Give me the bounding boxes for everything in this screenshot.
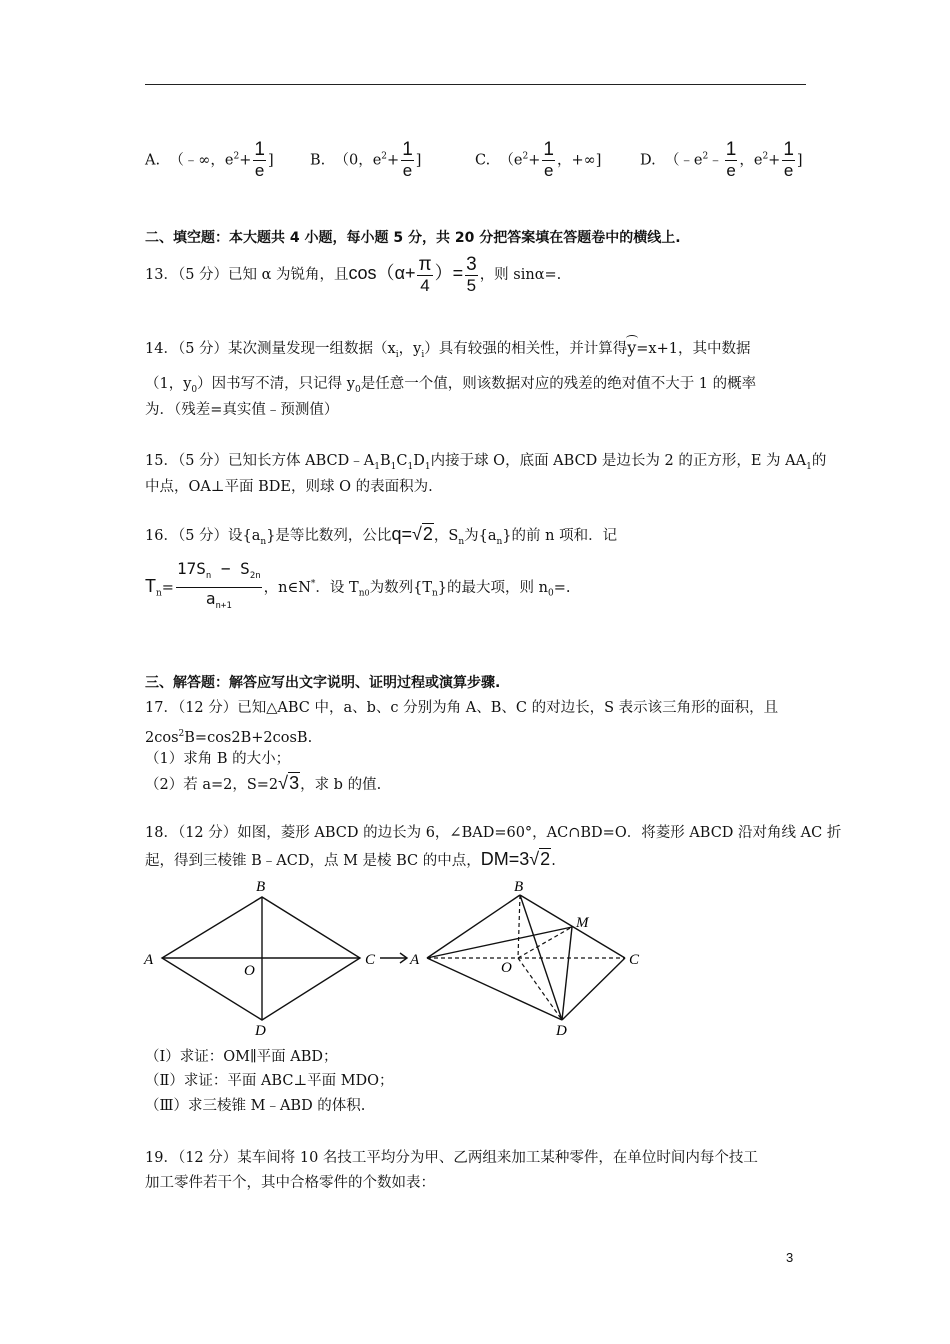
label-a-left: A bbox=[144, 952, 154, 968]
fraction: $\frac{1}{e}$ bbox=[254, 139, 265, 180]
fraction-3-5: $\frac{3}{5}$ bbox=[466, 253, 477, 295]
question-14-line-1: 14．（5 分）某次测量发现一组数据（$x_i$，$y_i$）具有较强的相关性，并计算得y=x+1，其中数据 bbox=[145, 338, 751, 360]
question-18-line-1: 18．（12 分）如图，菱形 ABCD 的边长为 6，∠BAD=60°，AC∩BD=O．将菱形 ABCD 沿对角线 AC 折 bbox=[145, 825, 842, 841]
label-d-right: D bbox=[556, 1023, 567, 1039]
question-18-part-1: （Ⅰ）求证：OM∥平面 ABD； bbox=[145, 1049, 338, 1065]
question-14-line-3: 为．（残差=真实值﹣预测值） bbox=[145, 402, 339, 418]
question-14-line-2: （1，$y_0$）因书写不清，只记得 $y_0$是任意一个值，则该数据对应的残差的绝对值不大于 1 的概率 bbox=[145, 376, 757, 395]
label-b-left: B bbox=[256, 879, 266, 895]
label-c-left: C bbox=[365, 952, 376, 968]
y-hat-symbol: y bbox=[627, 338, 637, 357]
arrow-icon bbox=[380, 953, 407, 963]
label-b-right: B bbox=[514, 879, 524, 895]
fraction: $\frac{1}{e}$ bbox=[783, 139, 794, 180]
label-a-right: A bbox=[410, 952, 420, 968]
label-d-left: D bbox=[255, 1023, 266, 1039]
sqrt-2: √2 bbox=[529, 849, 551, 869]
page-number: 3 bbox=[786, 1250, 794, 1265]
label-o-left: O bbox=[244, 963, 255, 979]
question-18-part-3: （Ⅲ）求三棱锥 M﹣ABD 的体积. bbox=[145, 1098, 366, 1114]
rhombus-diagram bbox=[162, 897, 360, 1020]
section-3-title: 三、解答题：解答应写出文字说明、证明过程或演算步骤. bbox=[145, 675, 501, 691]
question-18-line-2: 起，得到三棱锥 B﹣ACD，点 M 是棱 BC 的中点，DM=3√2. bbox=[145, 849, 556, 869]
question-19-line-1: 19．（12 分）某车间将 10 名技工平均分为甲、乙两组来加工某种零件，在单位时间内每个技工 bbox=[145, 1150, 758, 1166]
sqrt-2: √2 bbox=[411, 524, 433, 544]
rhombus-fold-figure bbox=[140, 875, 650, 1040]
fraction: $\frac{1}{e}$ bbox=[725, 139, 737, 180]
fraction-tn: $\frac{17S_n - S_{2n}}{a_{n+1}}$ bbox=[176, 559, 261, 612]
header-rule bbox=[145, 84, 806, 85]
question-17-part-1: （1）求角 B 的大小； bbox=[145, 751, 291, 767]
sqrt-3: √3 bbox=[278, 773, 300, 793]
option-b: B. （0，$e^2+$ $\frac{1}{e}$ ] bbox=[310, 139, 422, 180]
label-o-right: O bbox=[501, 960, 512, 976]
fraction: $\frac{1}{e}$ bbox=[543, 139, 554, 180]
label-m-right: M bbox=[576, 915, 589, 931]
option-a: A. （﹣∞，$e^2+$ $\frac{1}{e}$ ] bbox=[145, 139, 274, 180]
question-18-part-2: （Ⅱ）求证：平面 ABC⊥平面 MDO； bbox=[145, 1073, 394, 1089]
question-15-line-1: 15．（5 分）已知长方体 $ABCD﹣A_1B_1C_1D_1$内接于球 O，底面 ABCD 是边长为 2 的正方形，E 为 $AA_1$的 bbox=[145, 453, 827, 472]
question-15-line-2: 中点，OA⊥平面 BDE，则球 O 的表面积为. bbox=[145, 479, 433, 495]
question-17-line-1: 17．（12 分）已知△ABC 中，a、b、c 分别为角 A、B、C 的对边长，S 表示该三角形的面积，且 bbox=[145, 700, 779, 716]
question-16-line-2: $T_n=$ $\frac{17S_n - S_{2n}}{a_{n+1}}$ ，n∈N*．设 $T_{n0}$为数列$\{T_n\}$的最大项，则 $n_0=$. bbox=[145, 556, 570, 622]
fraction-pi-4: $\frac{\pi}{4}$ bbox=[418, 253, 432, 295]
question-19-line-2: 加工零件若干个，其中合格零件的个数如表： bbox=[145, 1175, 435, 1191]
section-2-title: 二、填空题：本大题共 4 小题，每小题 5 分，共 20 分把答案填在答题卷中的横线上. bbox=[145, 230, 681, 246]
label-c-right: C bbox=[629, 952, 640, 968]
fraction: $\frac{1}{e}$ bbox=[402, 139, 413, 180]
option-c: C. （$e^2+$ $\frac{1}{e}$ ，+∞] bbox=[475, 139, 602, 180]
question-17-line-2: $2\cos^2B=\cos 2B+2\cos B$. bbox=[145, 729, 313, 746]
question-17-part-2: （2）若 a=2，S=2√3，求 b 的值. bbox=[145, 773, 382, 793]
option-d: D. （$﹣e^2﹣$ $\frac{1}{e}$ ，$e^2+$ $\frac{1}{e}$ ] bbox=[640, 139, 803, 180]
question-13: 13．（5 分）已知 α 为锐角，且cos（α+ $\frac{\pi}{4}$ ）= $\frac{3}{5}$ ，则 sinα=. bbox=[145, 253, 562, 295]
question-16-line-1: 16．（5 分）设$\{a_n\}$是等比数列，公比q=√2，$S_n$为$\{a_n\}$的前 n 项和．记 bbox=[145, 524, 618, 547]
